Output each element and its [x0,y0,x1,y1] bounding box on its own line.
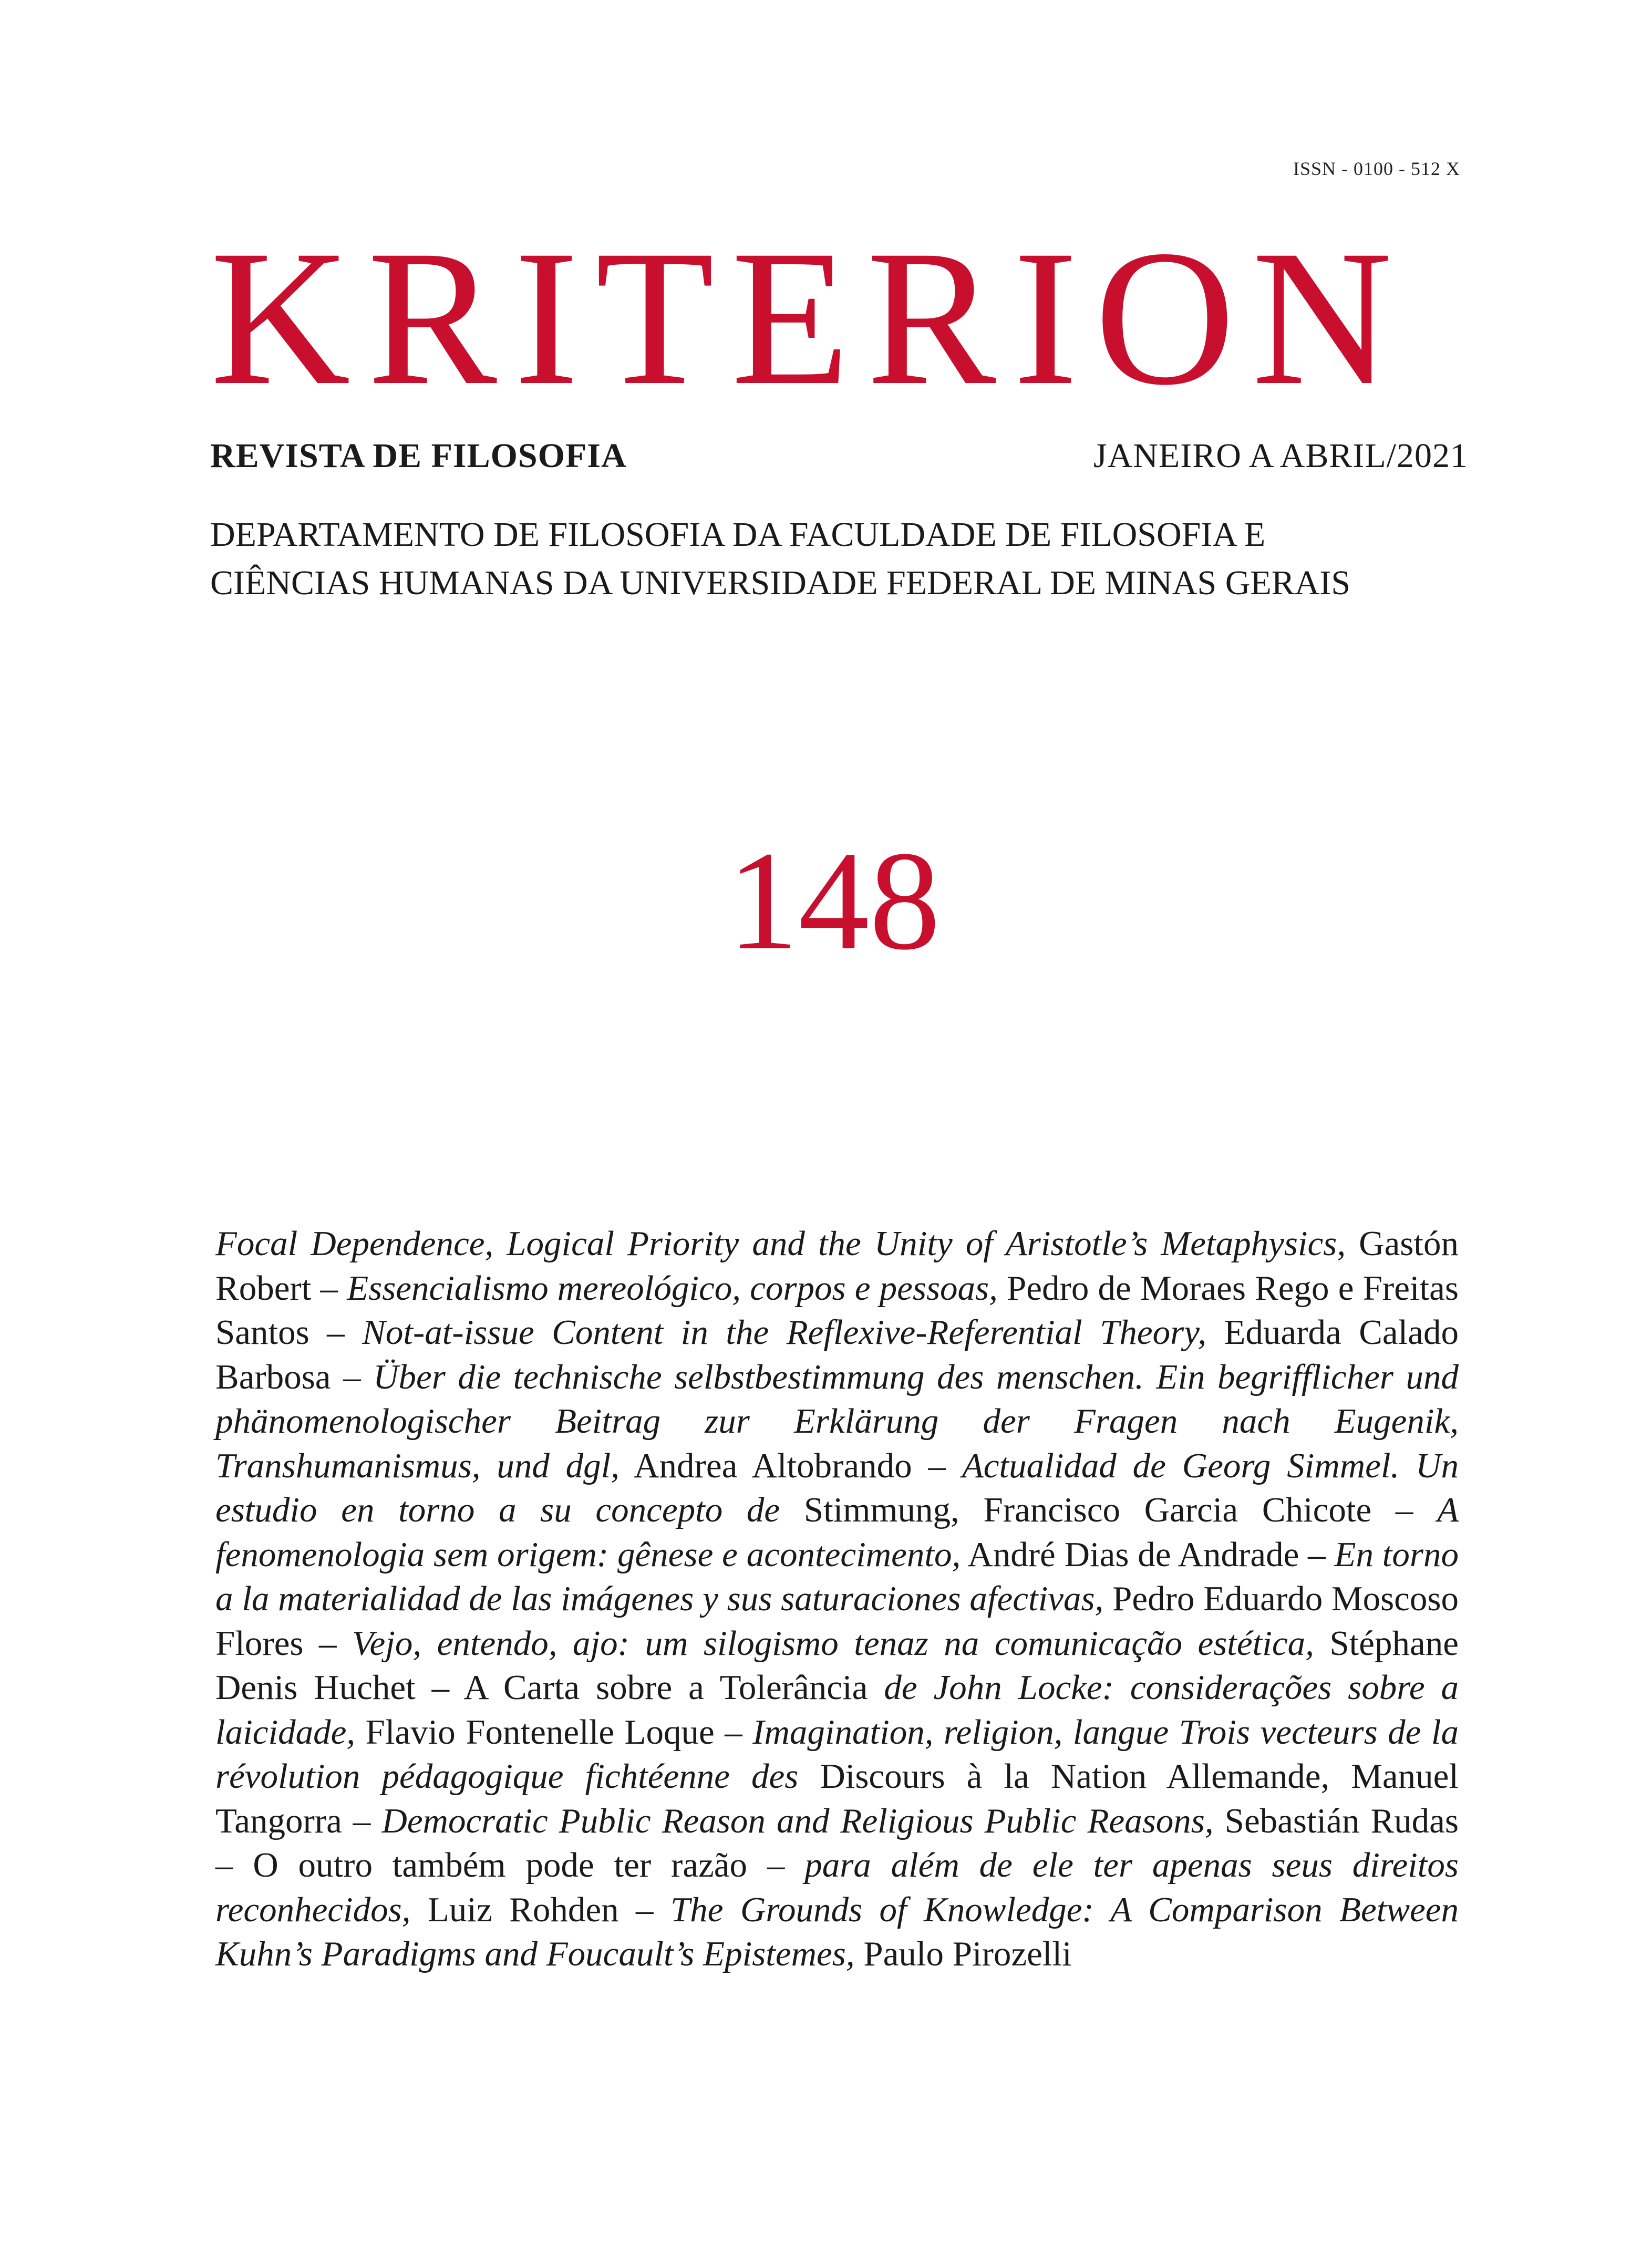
toc-title: Essencialismo mereológico, corpos e pessoas, [347,1268,998,1308]
toc-author: Gastón Robert – [215,1224,1459,1308]
toc-author: Eduarda Calado Barbosa – [215,1313,1459,1396]
table-of-contents [215,1221,1459,1976]
toc-title: A fenomenologia sem origem: gênese e acontecimento, [215,1490,1459,1574]
toc-author: Pedro de Moraes Rego e Freitas Santos – [215,1268,1459,1352]
subtitle-row [210,436,1468,476]
department-line-2: CIÊNCIAS HUMANAS DA UNIVERSIDADE FEDERAL DE MINAS GERAIS [210,564,1351,602]
toc-title: The Grounds of Knowledge: A Comparison Between Kuhn’s Paradigms and Foucault’s Epistemes, [215,1890,1459,1973]
toc-title: Imagination, religion, langue Trois vecteurs de la révolution pédagogique fichtéenne des [215,1712,1459,1796]
toc-author: Pedro Eduardo Moscoso Flores – [215,1579,1459,1663]
journal-title: KRITERION [210,210,1409,426]
toc-author: Discours à la Nation Allemande, Manuel Tangorra – [215,1757,1459,1840]
toc-title: de John Locke: considerações sobre a laicidade, [215,1668,1459,1752]
toc-author: Stéphane Denis Huchet – A Carta sobre a Tolerância [215,1623,1459,1707]
toc-title: – para além de ele ter apenas seus direitos reconhecidos, [215,1846,1459,1929]
toc-title: Actualidad de Georg Simmel. Un estudio en torno a su concepto de [215,1446,1459,1529]
department-line-1: DEPARTAMENTO DE FILOSOFIA DA FACULDADE DE FILOSOFIA E [210,515,1266,554]
toc-author: Flavio Fontenelle Loque – [355,1712,753,1752]
toc-author: Luiz Rohden – [410,1890,671,1929]
toc-title: En torno a la materialidad de las imágenes y sus saturaciones afectivas, [215,1535,1459,1618]
issue-number: 148 [727,822,941,979]
masthead [210,210,1468,607]
toc-author: André Dias de Andrade – [961,1535,1335,1574]
toc-title: Focal Dependence, Logical Priority and the Unity of Aristotle’s Metaphysics, [215,1224,1346,1263]
toc-title: Vejo, entendo, ajo: um silogismo tenaz na comunicação estética, [352,1623,1314,1663]
toc-title: Not-at-issue Content in the Reflexive-Referential Theory, [362,1313,1207,1352]
toc-author: Stimmung, Francisco Garcia Chicote – [780,1490,1438,1529]
journal-subtitle: REVISTA DE FILOSOFIA [210,437,627,475]
issue-date: JANEIRO A ABRIL/2021 [1093,437,1468,475]
toc-author: Andrea Altobrando – [620,1446,962,1485]
toc-title: Über die technische selbstbestimmung des menschen. Ein begrifflicher und phänomenologischer Beitrag zur Erklärung der Fragen nach Eugenik, Transhumanismus, und dgl, [215,1357,1459,1485]
toc-author: Sebastián Rudas – O outro também pode ter razão [215,1801,1459,1885]
toc-author: Paulo Pirozelli [854,1934,1072,1973]
issn-number: ISSN - 0100 - 512 X [1293,158,1460,179]
department-block [210,511,1468,607]
toc-title: Democratic Public Reason and Religious Public Reasons, [381,1801,1214,1840]
